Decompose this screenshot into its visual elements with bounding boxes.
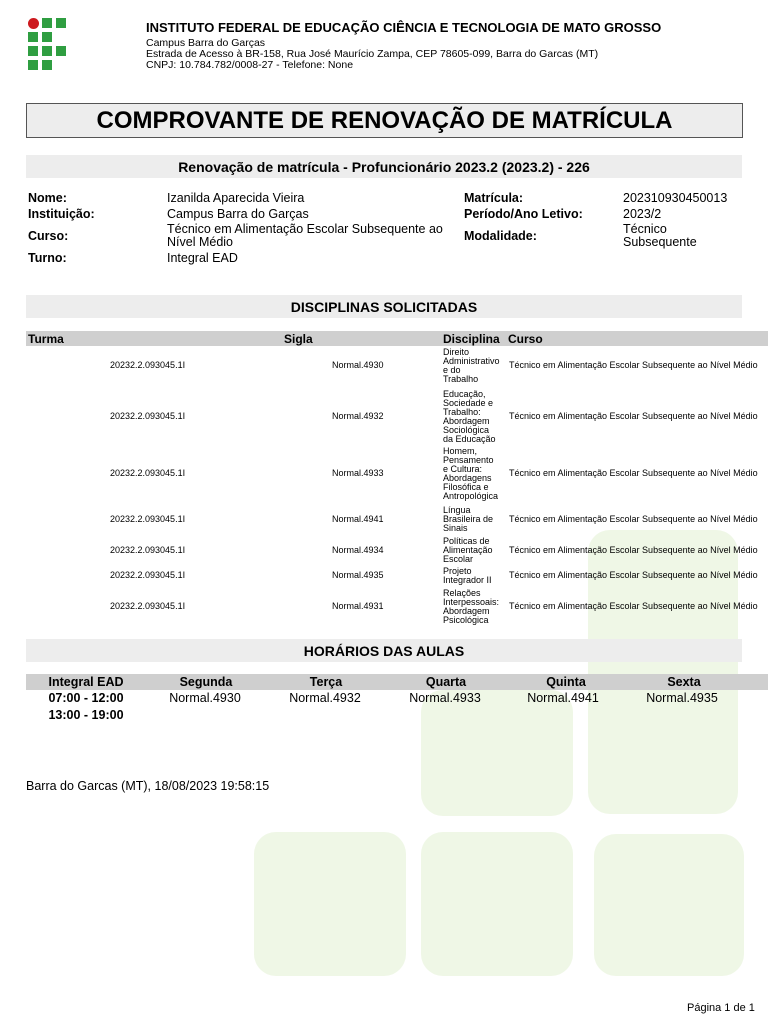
col-sexta: Sexta bbox=[667, 675, 701, 689]
schedule-cell-quinta: Normal.4941 bbox=[527, 691, 599, 705]
institution-logo bbox=[28, 18, 68, 70]
label-instituicao: Instituição: bbox=[28, 207, 95, 221]
value-turno: Integral EAD bbox=[167, 251, 238, 265]
cell-turma: 20232.2.093045.1I bbox=[110, 513, 186, 524]
cell-sigla: Normal.4930 bbox=[332, 360, 384, 370]
col-quinta: Quinta bbox=[546, 675, 586, 689]
institution-name: INSTITUTO FEDERAL DE EDUCAÇÃO CIÊNCIA E TECNOLOGIA DE MATO GROSSO bbox=[146, 20, 662, 35]
section-disciplinas-title: DISCIPLINAS SOLICITADAS bbox=[26, 295, 742, 318]
cell-disciplina-line: Abordagem bbox=[443, 416, 490, 426]
cell-curso: Técnico em Alimentação Escolar Subsequente ao Nível Médio bbox=[509, 544, 758, 555]
cell-disciplina-line: Educação, bbox=[443, 389, 486, 399]
cell-disciplina-line: Escolar bbox=[443, 554, 474, 564]
horarios-table-header bbox=[26, 674, 768, 690]
value-instituicao: Campus Barra do Garças bbox=[167, 207, 309, 221]
cell-disciplina-line: Integrador II bbox=[443, 575, 492, 585]
col-curso: Curso bbox=[508, 332, 543, 346]
cell-curso: Técnico em Alimentação Escolar Subsequente ao Nível Médio bbox=[509, 411, 758, 421]
cell-sigla: Normal.4935 bbox=[332, 570, 384, 580]
col-segunda: Segunda bbox=[179, 675, 233, 689]
cell-sigla: Normal.4941 bbox=[332, 513, 384, 524]
value-modalidade-line2: Subsequente bbox=[623, 235, 697, 249]
cell-turma: 20232.2.093045.1I bbox=[110, 360, 186, 370]
cell-disciplina-line: Psicológica bbox=[443, 615, 489, 625]
place-date: Barra do Garcas (MT), 18/08/2023 19:58:15 bbox=[26, 779, 270, 793]
institution-address: Estrada de Acesso à BR-158, Rua José Maurício Zampa, CEP 78605-099, Barra do Garcas (MT) bbox=[146, 48, 599, 60]
disciplinas-table-header bbox=[26, 331, 768, 346]
value-periodo: 2023/2 bbox=[623, 207, 662, 221]
cell-curso: Técnico em Alimentação Escolar Subsequente ao Nível Médio bbox=[509, 513, 758, 524]
cell-sigla: Normal.4932 bbox=[332, 411, 384, 421]
renewal-title: Renovação de matrícula - Profuncionário 2023.2 (2023.2) - 226 bbox=[26, 155, 742, 178]
document-title: COMPROVANTE DE RENOVAÇÃO DE MATRÍCULA bbox=[26, 103, 743, 138]
label-turno: Turno: bbox=[28, 251, 67, 265]
section-horarios-title: HORÁRIOS DAS AULAS bbox=[26, 639, 742, 662]
cell-disciplina-line: Relações bbox=[443, 588, 481, 598]
cell-disciplina-line: Abordagens bbox=[443, 473, 492, 483]
cell-disciplina-line: e do bbox=[443, 365, 461, 375]
schedule-cell-quarta: Normal.4933 bbox=[409, 691, 481, 705]
label-nome: Nome: bbox=[28, 191, 67, 205]
cell-curso: Técnico em Alimentação Escolar Subsequente ao Nível Médio bbox=[509, 360, 758, 370]
time-slot: 07:00 - 12:00 bbox=[48, 691, 124, 705]
schedule-cell-segunda: Normal.4930 bbox=[169, 691, 241, 705]
cell-disciplina-line: da Educação bbox=[443, 434, 496, 444]
cell-turma: 20232.2.093045.1I bbox=[110, 570, 186, 580]
cell-turma: 20232.2.093045.1I bbox=[110, 411, 186, 421]
label-curso: Curso: bbox=[28, 229, 69, 243]
cell-curso: Técnico em Alimentação Escolar Subsequente ao Nível Médio bbox=[509, 601, 758, 611]
cell-disciplina-line: Interpessoais: bbox=[443, 597, 500, 607]
col-quarta: Quarta bbox=[425, 675, 467, 689]
cell-disciplina-line: Projeto bbox=[443, 566, 472, 576]
cell-disciplina-line: Administrativo bbox=[443, 356, 500, 366]
value-nome: Izanilda Aparecida Vieira bbox=[167, 191, 305, 205]
label-matricula: Matrícula: bbox=[464, 191, 524, 205]
cell-disciplina-line: Trabalho bbox=[443, 374, 479, 384]
institution-campus: Campus Barra do Garças bbox=[146, 37, 266, 49]
cell-disciplina-line: Antropológica bbox=[443, 491, 499, 501]
cell-sigla: Normal.4931 bbox=[332, 601, 384, 611]
cell-disciplina-line: e Cultura: bbox=[443, 464, 483, 474]
cell-disciplina-line: Abordagem bbox=[443, 606, 490, 616]
value-curso-line2: Nível Médio bbox=[167, 235, 233, 249]
cell-disciplina-line: Sociológica bbox=[443, 425, 490, 435]
col-terca: Terça bbox=[309, 675, 343, 689]
schedule-cell-sexta: Normal.4935 bbox=[646, 691, 718, 705]
cell-disciplina-line: Pensamento bbox=[443, 455, 494, 465]
value-matricula: 202310930450013 bbox=[623, 191, 728, 205]
col-integral-ead: Integral EAD bbox=[48, 675, 124, 689]
cell-turma: 20232.2.093045.1I bbox=[110, 544, 186, 555]
page-number: Página 1 de 1 bbox=[687, 1002, 755, 1014]
cell-disciplina-line: Sinais bbox=[443, 523, 468, 533]
label-modalidade: Modalidade: bbox=[464, 229, 537, 243]
cell-disciplina-line: Língua bbox=[443, 505, 471, 515]
cell-disciplina-line: Filosófica e bbox=[443, 482, 489, 492]
value-curso-line1: Técnico em Alimentação Escolar Subsequente ao bbox=[167, 222, 443, 236]
cell-disciplina-line: Alimentação bbox=[443, 545, 493, 555]
institution-cnpj: CNPJ: 10.784.782/0008-27 - Telefone: None bbox=[146, 59, 354, 71]
cell-disciplina-line: Direito bbox=[443, 347, 470, 357]
cell-disciplina-line: Homem, bbox=[443, 446, 478, 456]
cell-sigla: Normal.4934 bbox=[332, 544, 384, 555]
col-turma: Turma bbox=[28, 332, 64, 346]
cell-disciplina-line: Brasileira de bbox=[443, 514, 494, 524]
cell-curso: Técnico em Alimentação Escolar Subsequente ao Nível Médio bbox=[509, 570, 758, 580]
label-periodo: Período/Ano Letivo: bbox=[464, 207, 583, 221]
cell-disciplina-line: Sociedade e bbox=[443, 398, 494, 408]
cell-turma: 20232.2.093045.1I bbox=[110, 468, 186, 478]
col-disciplina: Disciplina bbox=[443, 332, 500, 346]
cell-disciplina-line: Políticas de bbox=[443, 536, 490, 546]
value-modalidade-line1: Técnico bbox=[623, 222, 667, 236]
schedule-cell-terca: Normal.4932 bbox=[289, 691, 361, 705]
cell-curso: Técnico em Alimentação Escolar Subsequente ao Nível Médio bbox=[509, 468, 758, 478]
time-slot: 13:00 - 19:00 bbox=[48, 708, 124, 722]
cell-disciplina-line: Trabalho: bbox=[443, 407, 481, 417]
cell-sigla: Normal.4933 bbox=[332, 468, 384, 478]
col-sigla: Sigla bbox=[284, 332, 313, 346]
cell-turma: 20232.2.093045.1I bbox=[110, 601, 186, 611]
